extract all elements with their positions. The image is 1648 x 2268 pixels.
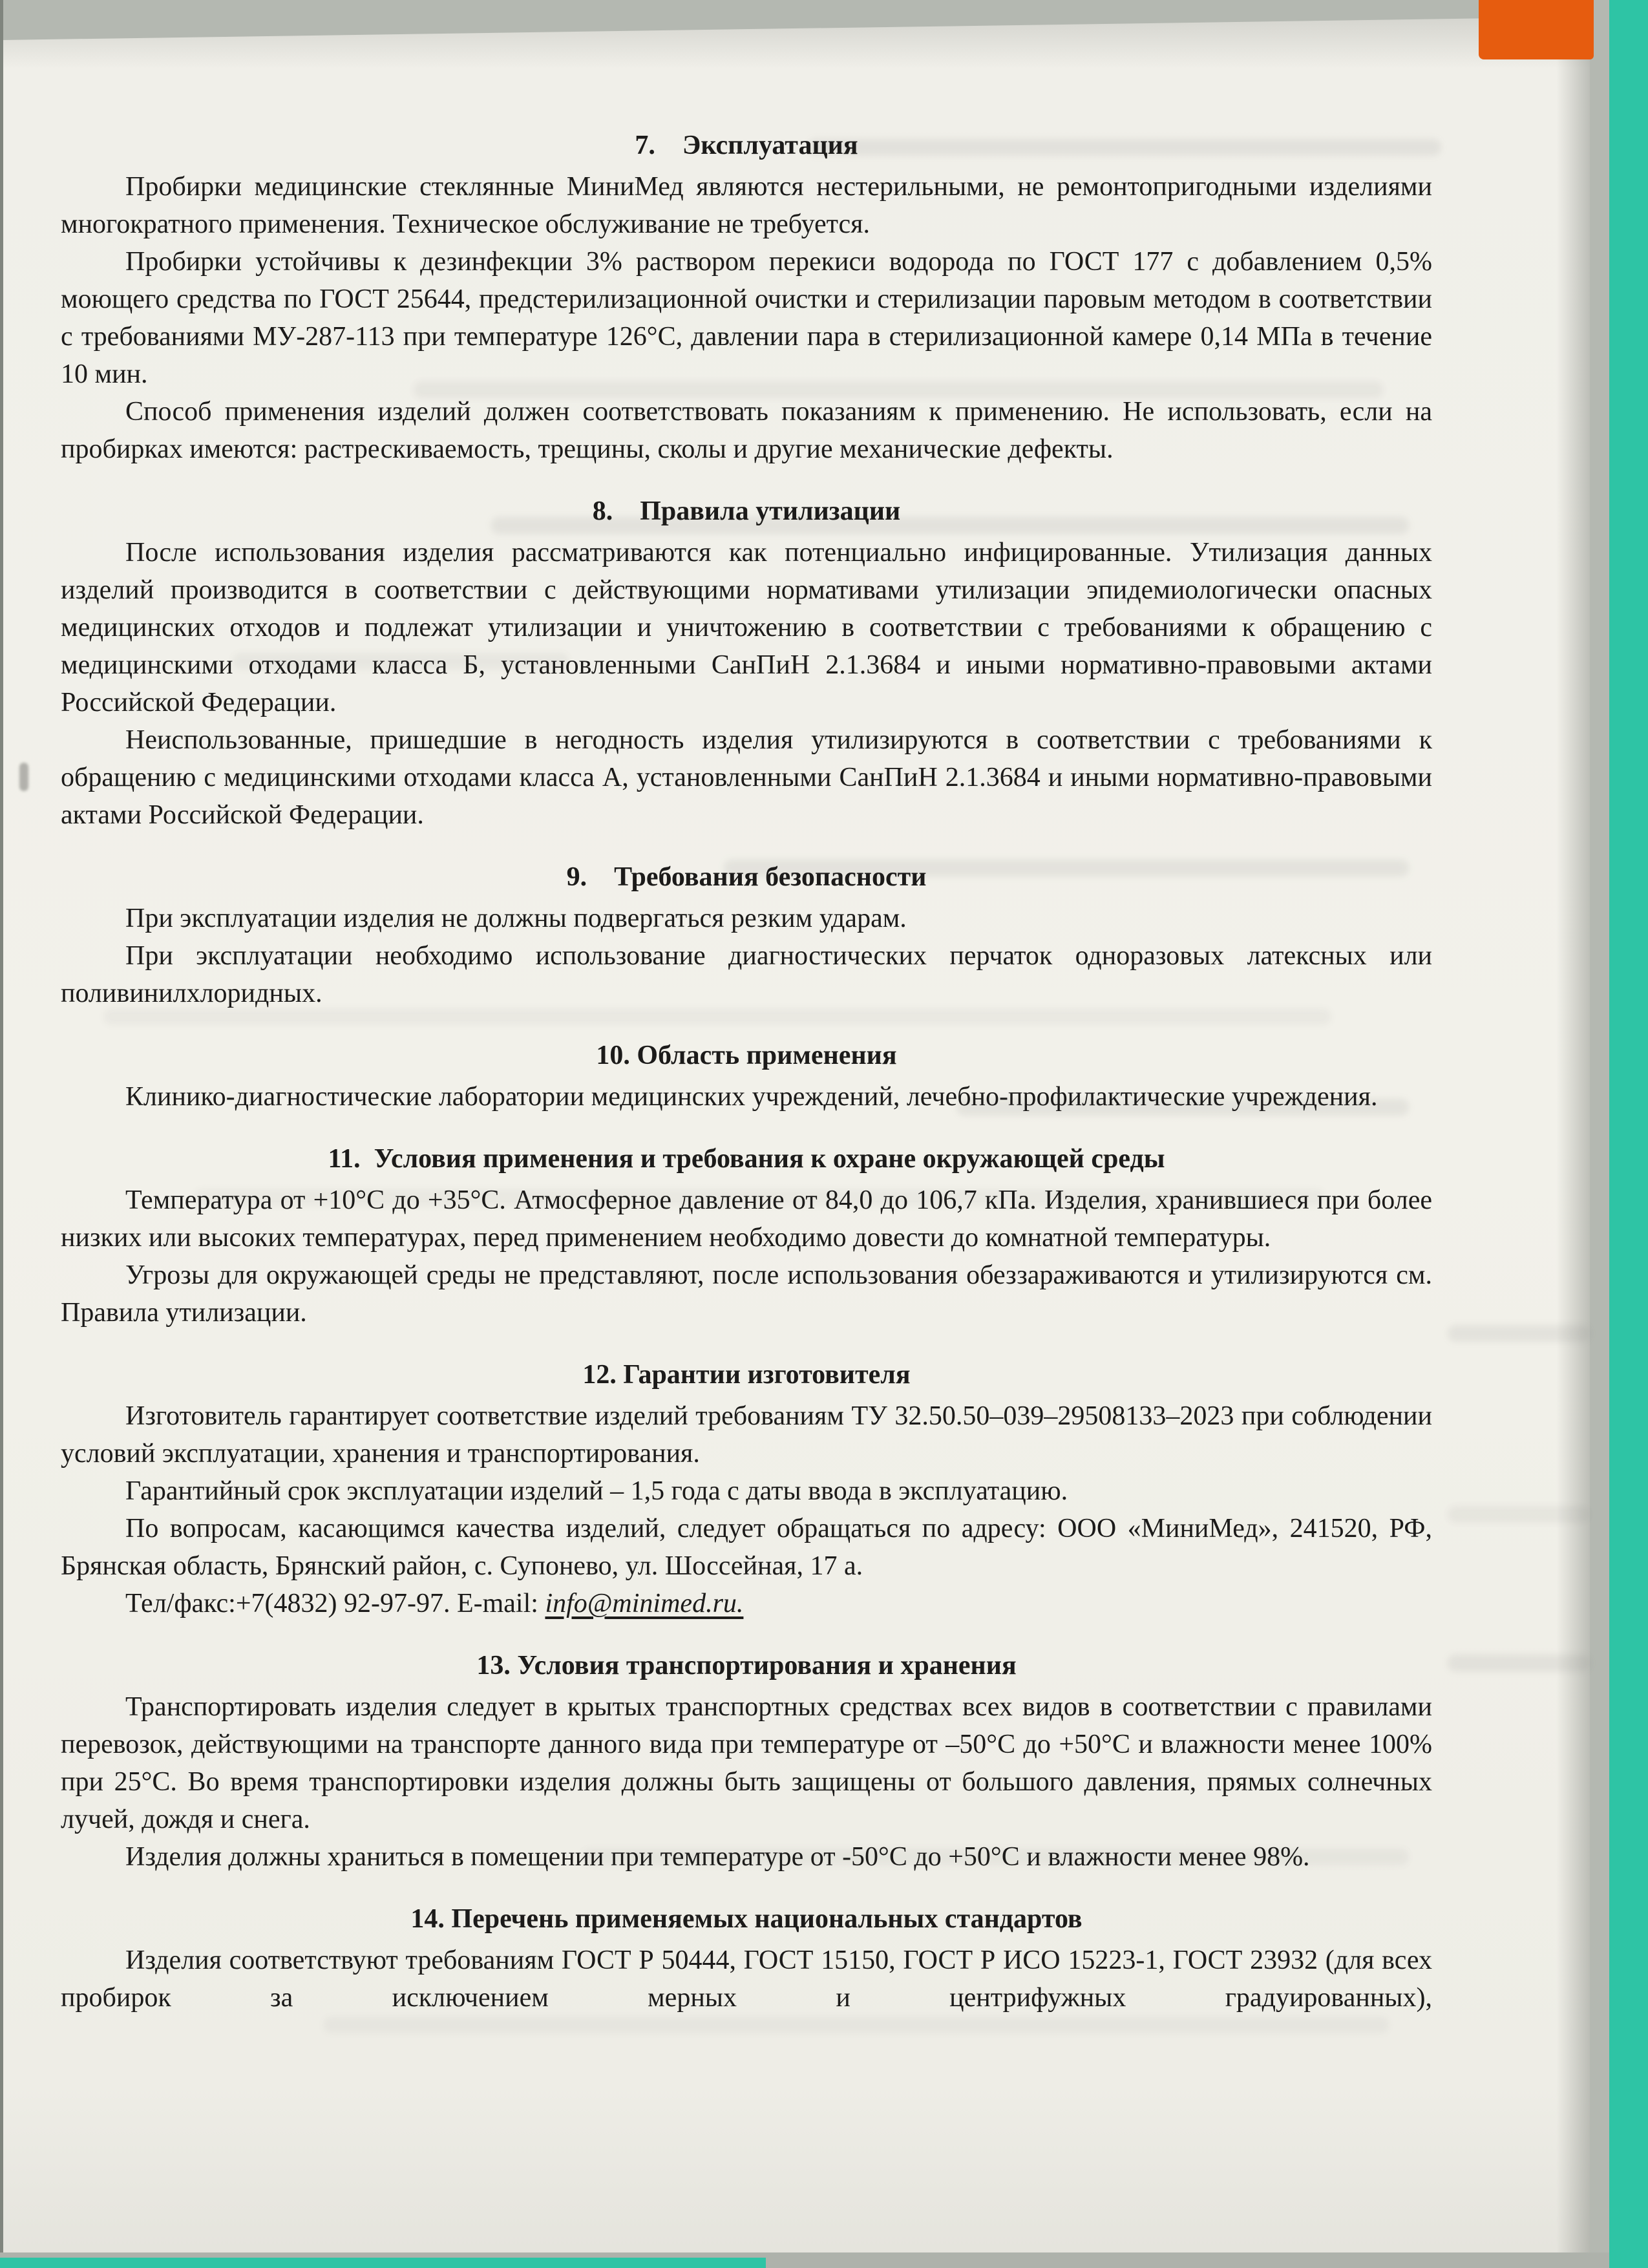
paragraph-text: Угрозы для окружающей среды не представляют, после использования обеззараживаются и утилизируются см. Правила утилизации.: [61, 1260, 1432, 1328]
section-heading: 9. Требования безопасности: [566, 862, 927, 892]
paragraph: [61, 1510, 1432, 1585]
section-12: [61, 1356, 1432, 1622]
paragraph: [61, 937, 1432, 1012]
paragraph: [61, 168, 1432, 243]
section-8: [61, 493, 1432, 834]
email-text: info@minimed.ru.: [545, 1589, 744, 1618]
paragraph: [61, 1397, 1432, 1472]
section-heading: 10. Область применения: [596, 1041, 897, 1070]
paragraph: [61, 1838, 1432, 1876]
paragraph-text: По вопросам, касающимся качества изделий, следует обращаться по адресу: ООО «МиниМед», 241520, РФ, Брянская область, Брянский район, с. Супонево, ул. Шоссейная, 17 а.: [61, 1514, 1432, 1581]
section-heading: 7. Эксплуатация: [635, 131, 858, 160]
paragraph: [61, 393, 1432, 468]
paragraph-text: Неиспользованные, пришедшие в негодность изделия утилизируются в соответствии с требованиями к обращению с медицинскими отходами класса А, установленными СанПиН 2.1.3684 и иными нормативно-правовыми актами Российской Федерации.: [61, 725, 1432, 830]
paragraph-text: Изготовитель гарантирует соответствие изделий требованиям ТУ 32.50.50–039–29508133–2023 при соблюдении условий эксплуатации, хранения и транспортирования.: [61, 1401, 1432, 1468]
top-right-orange-block: [1479, 0, 1594, 59]
paragraph: [61, 243, 1432, 393]
section-14: [61, 1900, 1432, 2017]
paragraph-text: Транспортировать изделия следует в крытых транспортных средствах всех видов в соответствии с правилами перевозок, действующими на транспорте данного вида при температуре от –50°С до +50°С и влажности менее 100% при 25°С. Во время транспортировки изделия должны быть защищены от большого давления, прямых солнечных лучей, дождя и снега.: [61, 1692, 1432, 1834]
paragraph: [61, 1688, 1432, 1838]
paragraph-text: При эксплуатации изделия не должны подвергаться резким ударам.: [125, 904, 907, 933]
paragraph: [61, 1182, 1432, 1256]
paragraph: [61, 1942, 1432, 2017]
paragraph: [61, 721, 1432, 834]
section-heading: 8. Правила утилизации: [592, 496, 901, 526]
document-body: [61, 127, 1432, 2017]
paragraph-text: Температура от +10°С до +35°С. Атмосферное давление от 84,0 до 106,7 кПа. Изделия, хранившиеся при более низких или высоких температурах, перед применением необходимо довести до комнатной температуры.: [61, 1185, 1432, 1253]
paragraph-text: После использования изделия рассматриваются как потенциально инфицированные. Утилизация данных изделий производится в соответствии с действующими нормативами утилизации эпидемиологически опасных медицинских отходов и подлежат утилизации и уничтожению в соответствии с требованиями к обращению с медицинскими отходами класса Б, установленными СанПиН 2.1.3684 и иными нормативно-правовыми актами Российской Федерации.: [61, 538, 1432, 717]
paragraph: [61, 1078, 1432, 1116]
section-heading: 14. Перечень применяемых национальных стандартов: [410, 1904, 1083, 1934]
paragraph: [61, 1256, 1432, 1331]
section-heading: 11. Условия применения и требования к охране окружающей среды: [328, 1144, 1165, 1174]
section-heading: 13. Условия транспортирования и хранения: [476, 1651, 1017, 1680]
bottom-edge-strip: [0, 2258, 766, 2268]
paragraph-text: Способ применения изделий должен соответствовать показаниям к применению. Не использовать, если на пробирках имеются: растрескиваемость, трещины, сколы и другие механические дефекты.: [61, 397, 1432, 464]
paragraph-text: Клинико-диагностические лаборатории медицинских учреждений, лечебно-профилактические учреждения.: [125, 1082, 1378, 1112]
paragraph: [61, 1472, 1432, 1510]
paragraph-text: Гарантийный срок эксплуатации изделий – 1,5 года с даты ввода в эксплуатацию.: [125, 1476, 1068, 1506]
section-7: [61, 127, 1432, 468]
paragraph-text: Изделия должны храниться в помещении при температуре от -50°С до +50°С и влажности менее 98%.: [125, 1842, 1310, 1872]
paper-left-edge-shadow: [0, 0, 3, 2268]
section-13: [61, 1647, 1432, 1876]
section-heading: 12. Гарантии изготовителя: [582, 1360, 911, 1390]
paragraph-text: Тел/факс:+7(4832) 92-97-97. E-mail:: [125, 1589, 545, 1618]
paragraph: [61, 1585, 1432, 1622]
paragraph: [61, 534, 1432, 721]
paragraph-text: При эксплуатации необходимо использование диагностических перчаток одноразовых латексных или поливинилхлоридных.: [61, 941, 1432, 1008]
right-edge-strip: [1609, 0, 1648, 2268]
paragraph: [61, 900, 1432, 937]
paragraph-text: Пробирки устойчивы к дезинфекции 3% раствором перекиси водорода по ГОСТ 177 с добавлением 0,5% моющего средства по ГОСТ 25644, предстерилизационной очистки и стерилизации паровым методом в соответствии с требованиями МУ-287-113 при температуре 126°С, давлении пара в стерилизационной камере 0,14 МПа в течение 10 мин.: [61, 247, 1432, 389]
paragraph-text: Изделия соответствуют требованиям ГОСТ Р 50444, ГОСТ 15150, ГОСТ Р ИСО 15223-1, ГОСТ 23932 (для всех пробирок за исключением мерных и центрифужных градуированных),: [61, 1945, 1432, 2013]
section-10: [61, 1037, 1432, 1116]
paragraph-text: Пробирки медицинские стеклянные МиниМед являются нестерильными, не ремонтопригодными изделиями многократного применения. Техническое обслуживание не требуется.: [61, 172, 1432, 239]
section-9: [61, 858, 1432, 1012]
section-11: [61, 1140, 1432, 1331]
